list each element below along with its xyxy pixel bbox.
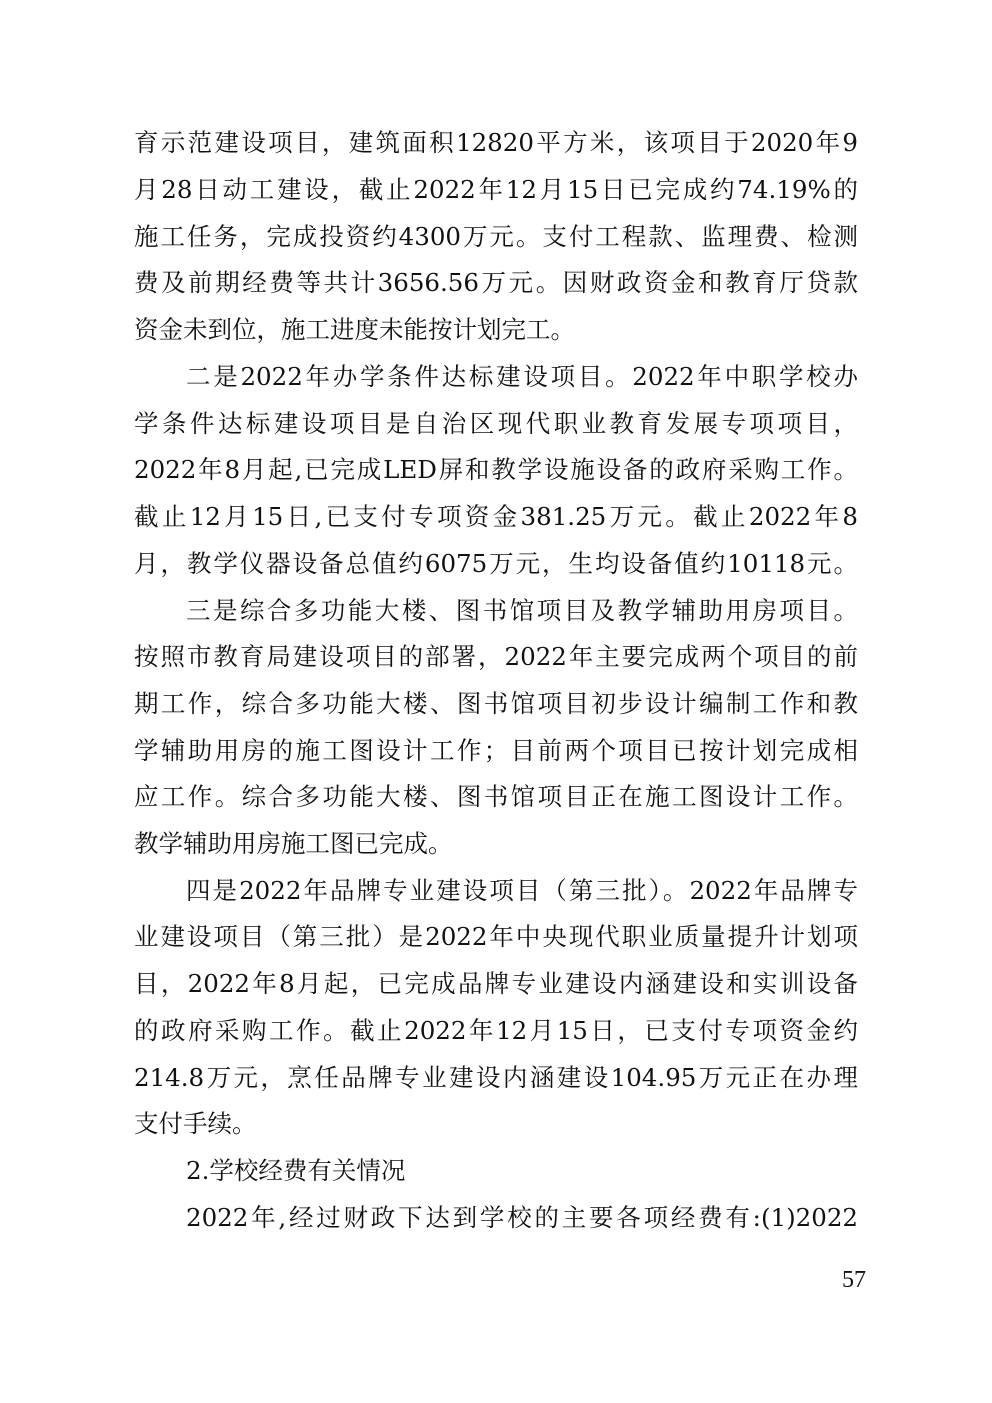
paragraph-line: 业建设项目（第三批）是2022年中央现代职业质量提升计划项 (134, 922, 858, 951)
paragraph-line: 应工作。综合多功能大楼、图书馆项目正在施工图设计工作。 (134, 782, 858, 811)
page-number: 57 (842, 1267, 866, 1293)
paragraph-line: 截止12月15日,已支付专项资金381.25万元。截止2022年8 (134, 502, 858, 531)
paragraph-line: 2022年8月起,已完成LED屏和教学设施设备的政府采购工作。 (134, 455, 858, 484)
paragraph-line: 学辅助用房的施工图设计工作；目前两个项目已按计划完成相 (134, 736, 858, 765)
paragraph-line: 214.8万元，烹任品牌专业建设内涵建设104.95万元正在办理 (134, 1063, 858, 1092)
paragraph-first-line: 四是2022年品牌专业建设项目（第三批）。2022年品牌专 (186, 876, 858, 905)
paragraph-line: 资金未到位，施工进度未能按计划完工。 (134, 315, 575, 344)
paragraph-line: 的政府采购工作。截止2022年12月15日，已支付专项资金约 (134, 1016, 858, 1045)
paragraph-first-line: 二是2022年办学条件达标建设项目。2022年中职学校办 (186, 362, 858, 391)
paragraph-line: 期工作，综合多功能大楼、图书馆项目初步设计编制工作和教 (134, 689, 858, 718)
paragraph-line: 学条件达标建设项目是自治区现代职业教育发展专项项目， (134, 409, 858, 438)
paragraph-first-line: 2022年,经过财政下达到学校的主要各项经费有:(1)2022 (186, 1203, 858, 1232)
paragraph-line: 月，教学仪器设备总值约6075万元，生均设备值约10118元。 (134, 549, 858, 578)
paragraph-first-line: 三是综合多功能大楼、图书馆项目及教学辅助用房项目。 (186, 596, 858, 625)
paragraph-line: 费及前期经费等共计3656.56万元。因财政资金和教育厅贷款 (134, 268, 858, 297)
paragraph-line: 支付手续。 (134, 1109, 257, 1138)
paragraph-line: 施工任务，完成投资约4300万元。支付工程款、监理费、检测 (134, 222, 858, 251)
paragraph-line: 月28日动工建设，截止2022年12月15日已完成约74.19%的 (134, 175, 858, 204)
section-heading: 2.学校经费有关情况 (186, 1156, 406, 1185)
paragraph-line: 按照市教育局建设项目的部署，2022年主要完成两个项目的前 (134, 642, 858, 671)
paragraph-line: 育示范建设项目，建筑面积12820平方米，该项目于2020年9 (134, 128, 858, 157)
paragraph-line: 教学辅助用房施工图已完成。 (134, 829, 453, 858)
paragraph-line: 目，2022年8月起，已完成品牌专业建设内涵建设和实训设备 (134, 969, 858, 998)
